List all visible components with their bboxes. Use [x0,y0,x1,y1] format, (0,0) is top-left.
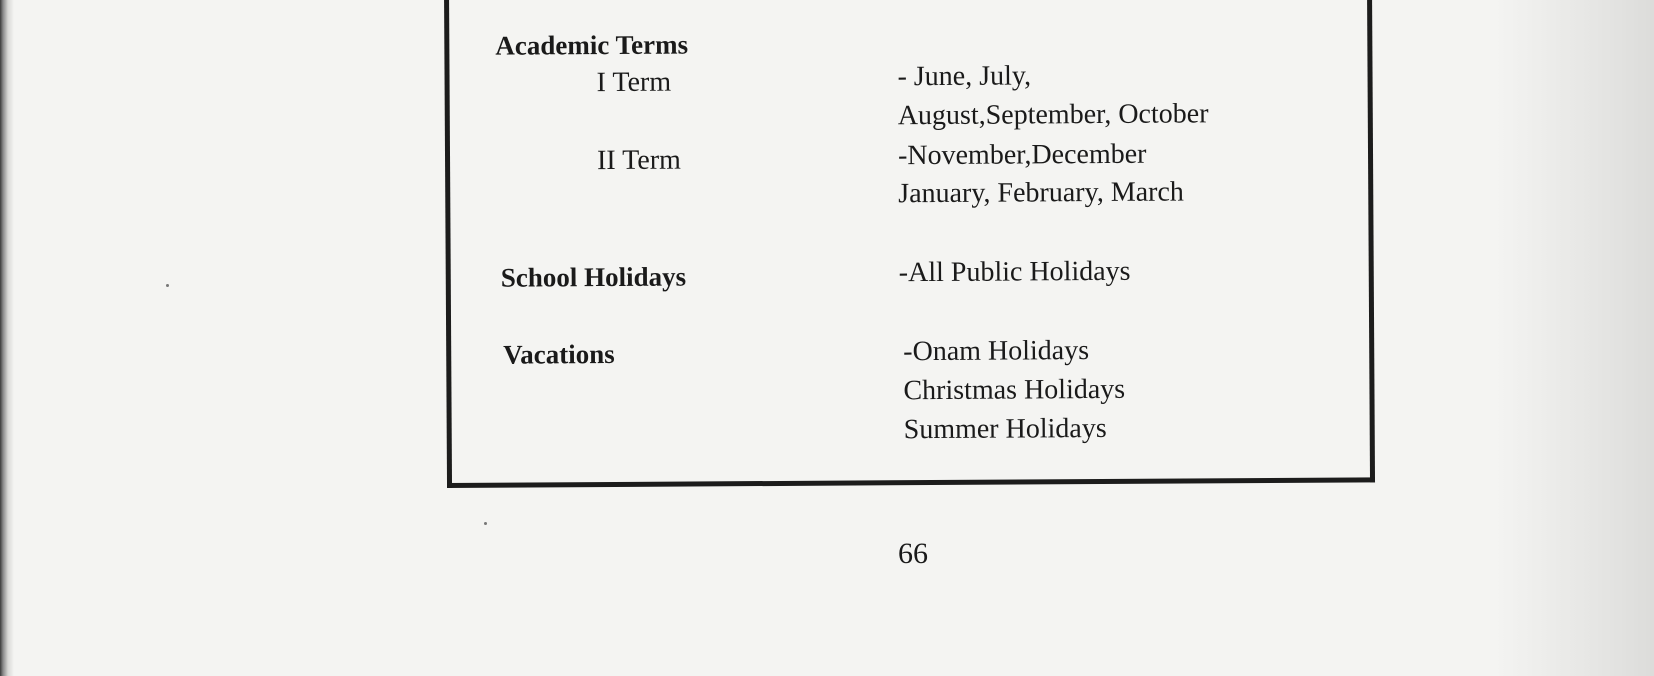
school-holidays-heading: School Holidays [500,261,687,293]
vacation-item: -Onam Holidays [903,335,1090,368]
scan-speck [166,284,169,287]
term-1-label: I Term [596,66,672,99]
vacation-item: Summer Holidays [903,412,1107,446]
vacation-item: Christmas Holidays [903,373,1126,407]
term-1-months-line-1: - June, July, [897,60,1032,93]
term-2-label: II Term [596,144,681,177]
schedule-box [444,0,1375,488]
academic-terms-heading: Academic Terms [495,29,689,61]
term-2-months-line-1: -November,December [897,138,1147,172]
school-holidays-value: -All Public Holidays [898,255,1131,289]
term-1-months-line-2: August,September, October [897,98,1209,132]
vacations-heading: Vacations [503,338,615,370]
term-2-months-line-2: January, February, March [898,176,1184,210]
page-curl-shade [1494,0,1654,676]
page-number: 66 [898,537,928,570]
scan-speck [484,522,487,525]
page-binding-shadow [0,0,14,676]
